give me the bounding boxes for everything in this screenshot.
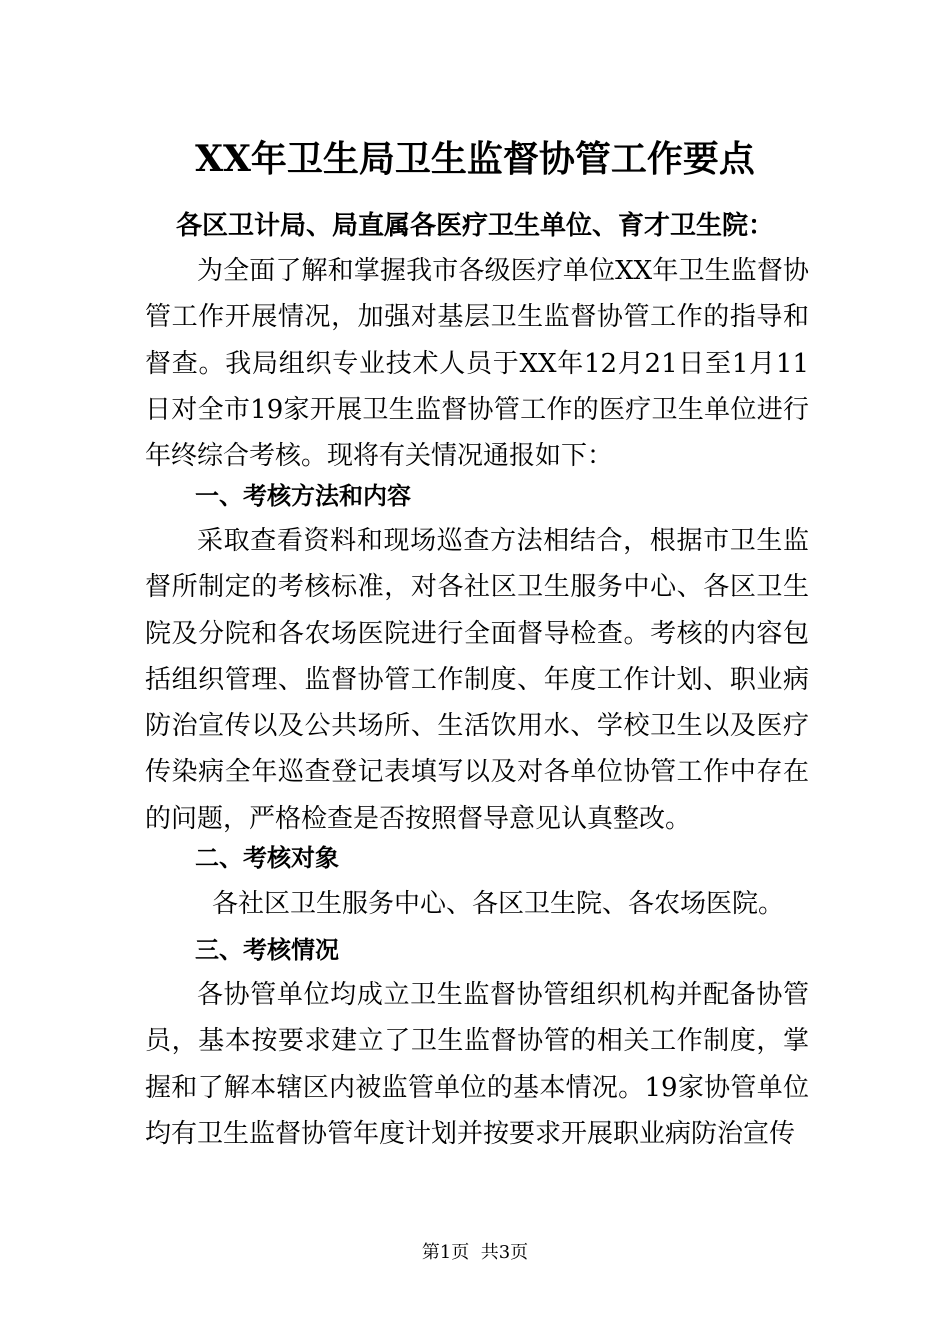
page-footer: 第1页 共3页 [421, 1242, 529, 1263]
section-heading-method: 一、考核方法和内容 [195, 482, 411, 510]
section-paragraph-method: 采取查看资料和现场巡查方法相结合，根据市卫生监督所制定的考核标准，对各社区卫生服务中心、各区卫生院及分院和各农场医院进行全面督导检查。考核的内容包括组织管理、监督协管工作制度、年度工作计划、职业病防治宣传以及公共场所、生活饮用水、学校卫生以及医疗传染病全年巡查登记表填写以及对各单位协管工作中存在的问题，严格检查是否按照督导意见认真整改。 [145, 526, 809, 834]
intro-paragraph: 为全面了解和掌握我市各级医疗单位XX年卫生监督协管工作开展情况，加强对基层卫生监督协管工作的指导和督查。我局组织专业技术人员于XX年12月21日至1月11日对全市19家开展卫生监督协管工作的医疗卫生单位进行年终综合考核。现将有关情况通报如下： [145, 256, 809, 472]
section-heading-status: 三、考核情况 [195, 936, 339, 964]
section-paragraph-target: 各社区卫生服务中心、各区卫生院、各农场医院。 [212, 889, 785, 919]
salutation: 各区卫计局、局直属各医疗卫生单位、育才卫生院： [176, 211, 775, 241]
section-paragraph-status: 各协管单位均成立卫生监督协管组织机构并配备协管员，基本按要求建立了卫生监督协管的相关工作制度，掌握和了解本辖区内被监管单位的基本情况。19家协管单位均有卫生监督协管年度计划并按要求开展职业病防治宣传 [145, 980, 809, 1149]
section-heading-target: 二、考核对象 [195, 844, 339, 872]
document-title: XX年卫生局卫生监督协管工作要点 [195, 138, 755, 180]
